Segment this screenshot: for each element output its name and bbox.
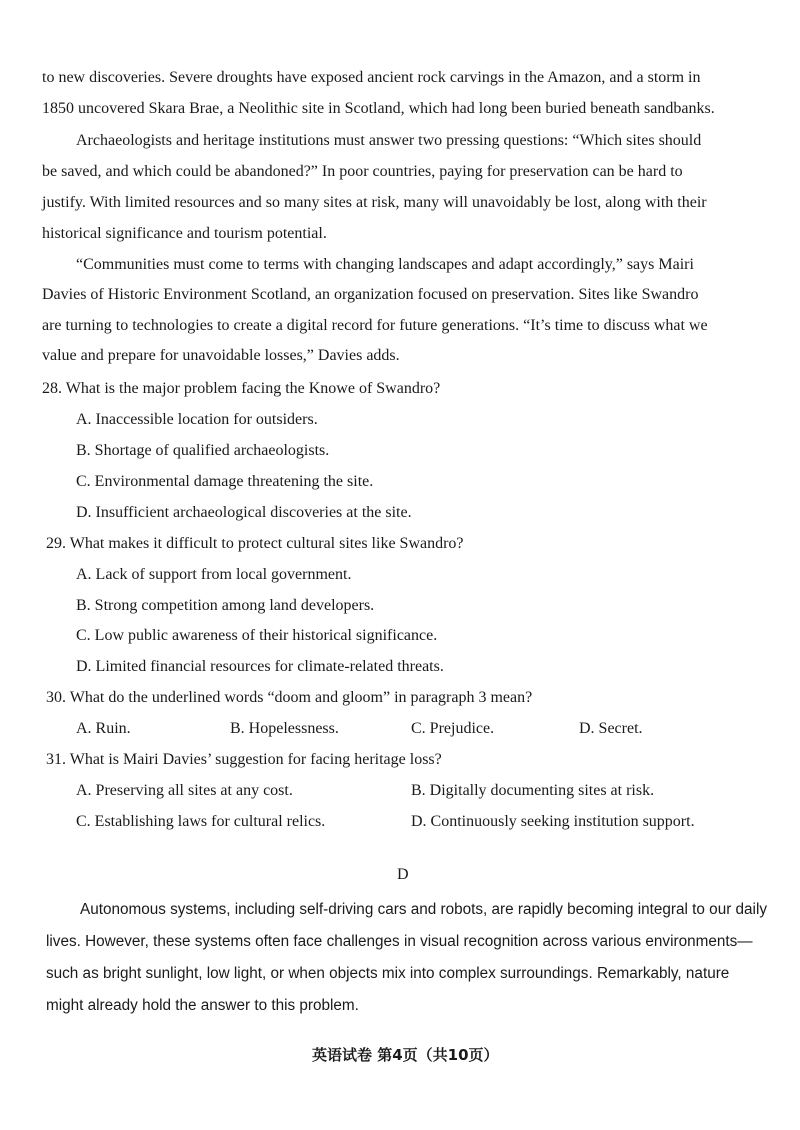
question-stem: 28. What is the major problem facing the Knowe of Swandro? — [42, 380, 441, 397]
answer-option: D. Insufficient archaeological discoveries at the site. — [76, 504, 412, 521]
question-stem: 30. What do the underlined words “doom and gloom” in paragraph 3 mean? — [46, 689, 533, 706]
passage-line: might already hold the answer to this problem. — [46, 997, 359, 1014]
passage-line: value and prepare for unavoidable losses,” Davies adds. — [42, 347, 400, 364]
passage-line: to new discoveries. Severe droughts have exposed ancient rock carvings in the Amazon, and a storm in — [42, 69, 701, 86]
page-footer: 英语试卷 第4页（共10页） — [312, 1046, 499, 1064]
answer-option: C. Environmental damage threatening the site. — [76, 473, 374, 490]
passage-line: are turning to technologies to create a digital record for future generations. “It’s time to discuss what we — [42, 317, 708, 334]
passage-line: such as bright sunlight, low light, or when objects mix into complex surroundings. Remarkably, nature — [46, 965, 730, 982]
answer-option: C. Prejudice. — [411, 720, 495, 737]
passage-line: justify. With limited resources and so many sites at risk, many will unavoidably be lost, along with their — [42, 194, 707, 211]
answer-option: A. Ruin. — [76, 720, 131, 737]
passage-line: Davies of Historic Environment Scotland, an organization focused on preservation. Sites like Swandro — [42, 286, 699, 303]
answer-option: B. Digitally documenting sites at risk. — [411, 782, 655, 799]
passage-line: lives. However, these systems often face challenges in visual recognition across various environments— — [46, 933, 753, 950]
answer-option: D. Limited financial resources for climate-related threats. — [76, 658, 444, 675]
answer-option: A. Preserving all sites at any cost. — [76, 782, 293, 799]
passage-line: Autonomous systems, including self-driving cars and robots, are rapidly becoming integral to our daily — [80, 901, 768, 918]
answer-option: B. Shortage of qualified archaeologists. — [76, 442, 330, 459]
answer-option: A. Inaccessible location for outsiders. — [76, 411, 318, 428]
passage-line: “Communities must come to terms with changing landscapes and adapt accordingly,” says Mairi — [76, 256, 694, 273]
question-stem: 29. What makes it difficult to protect cultural sites like Swandro? — [46, 535, 464, 552]
answer-option: C. Establishing laws for cultural relics. — [76, 813, 326, 830]
answer-option: B. Hopelessness. — [230, 720, 339, 737]
question-stem: 31. What is Mairi Davies’ suggestion for facing heritage loss? — [46, 751, 442, 768]
answer-option: C. Low public awareness of their historical significance. — [76, 627, 438, 644]
answer-option: A. Lack of support from local government. — [76, 566, 352, 583]
answer-option: D. Continuously seeking institution support. — [411, 813, 695, 830]
passage-line: historical significance and tourism potential. — [42, 225, 327, 242]
answer-option: B. Strong competition among land developers. — [76, 597, 375, 614]
answer-option: D. Secret. — [579, 720, 643, 737]
section-heading: D — [397, 866, 409, 883]
passage-line: 1850 uncovered Skara Brae, a Neolithic site in Scotland, which had long been buried beneath sandbanks. — [42, 100, 715, 117]
passage-line: be saved, and which could be abandoned?” In poor countries, paying for preservation can be hard to — [42, 163, 683, 180]
passage-line: Archaeologists and heritage institutions must answer two pressing questions: “Which sites should — [76, 132, 702, 149]
